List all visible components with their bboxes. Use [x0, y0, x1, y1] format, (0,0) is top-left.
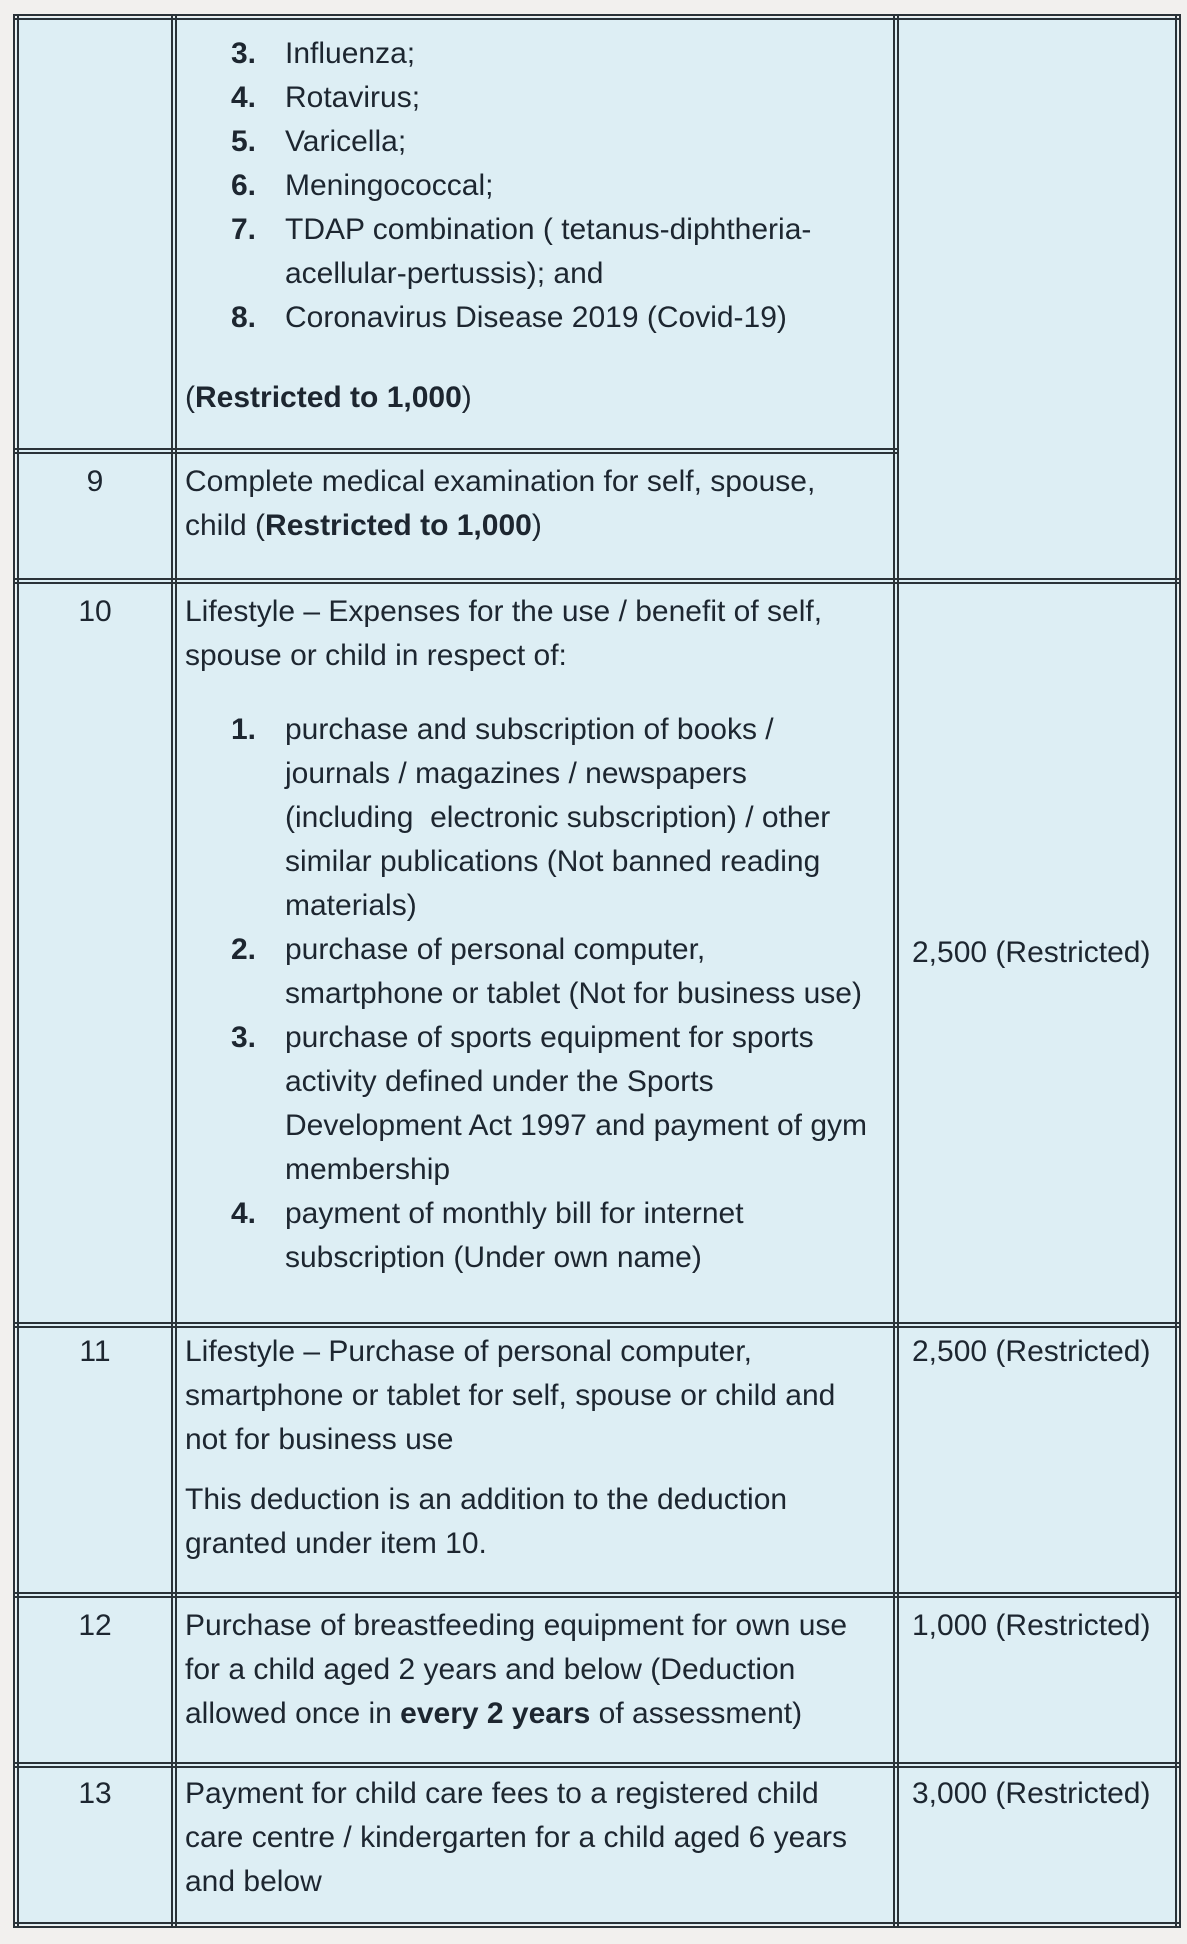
- description-text: for a child aged 2 years and below (Deduction: [185, 1653, 796, 1686]
- list-item-text: purchase of sports equipment for sports: [285, 1021, 814, 1054]
- item-number-cell: [16, 1595, 174, 1765]
- amount-text: 2,500 (Restricted): [912, 1335, 1151, 1368]
- description-text: not for business use: [185, 1423, 454, 1456]
- description-text: and below: [185, 1865, 322, 1898]
- tax-relief-table: [13, 14, 1181, 1928]
- amount-cell: [896, 1765, 1178, 1925]
- amount-text: 1,000 (Restricted): [912, 1609, 1151, 1642]
- list-item-text: Development Act 1997 and payment of gym: [285, 1109, 868, 1142]
- vaccine-list: [185, 32, 889, 340]
- item-number-cell: [16, 1325, 174, 1595]
- list-item-text: purchase of personal computer,: [285, 933, 706, 966]
- amount-text: 2,500 (Restricted): [912, 936, 1151, 969]
- description-cell: [174, 17, 896, 451]
- item-number-cell: [16, 581, 174, 1325]
- list-item-text: membership: [285, 1153, 451, 1186]
- list-item-number: 3.: [231, 1021, 257, 1054]
- restriction-note: (Restricted to 1,000): [185, 381, 472, 414]
- list-item-text: materials): [285, 889, 417, 922]
- description-paragraph: [185, 1478, 889, 1566]
- list-item-text: activity defined under the Sports: [285, 1065, 714, 1098]
- list-item-text: Influenza;: [285, 37, 416, 70]
- list-item-number: 1.: [231, 713, 257, 746]
- list-item-text: purchase and subscription of books /: [285, 713, 774, 746]
- table-row-13: [16, 1765, 1178, 1925]
- list-item-text: smartphone or tablet (Not for business use): [285, 977, 862, 1010]
- item-number: 13: [78, 1777, 112, 1810]
- item-number: 11: [79, 1335, 111, 1368]
- description-cell: [174, 451, 896, 581]
- description-text: Purchase of breastfeeding equipment for own use: [185, 1609, 848, 1642]
- list-item: [185, 164, 889, 208]
- amount-cell: [896, 1325, 1178, 1595]
- list-item-number: 8.: [231, 301, 257, 334]
- description-cell: [174, 1325, 896, 1595]
- amount-cell: [896, 1595, 1178, 1765]
- list-item: [185, 1192, 889, 1280]
- list-item-text: Meningococcal;: [285, 169, 494, 202]
- list-item-text: Varicella;: [285, 125, 407, 158]
- list-item-text: acellular-pertussis); and: [285, 257, 604, 290]
- list-item-number: 5.: [231, 125, 257, 158]
- list-item-text: payment of monthly bill for internet: [285, 1197, 744, 1230]
- item-number: 12: [78, 1609, 112, 1642]
- item-number: 10: [78, 595, 112, 628]
- list-item-number: 2.: [231, 933, 257, 966]
- description-text: Payment for child care fees to a registered child: [185, 1777, 819, 1810]
- item-number-cell: [16, 17, 174, 451]
- list-item-number: 4.: [231, 1197, 257, 1230]
- list-item: [185, 296, 889, 340]
- list-item-text: Rotavirus;: [285, 81, 421, 114]
- list-item: [185, 708, 889, 928]
- description-cell: [174, 581, 896, 1325]
- description-cell: [174, 1765, 896, 1925]
- description-text: spouse or child in respect of:: [185, 639, 567, 672]
- list-item-number: 6.: [231, 169, 257, 202]
- list-item: [185, 928, 889, 1016]
- description-text: Lifestyle – Purchase of personal computer,: [185, 1335, 752, 1368]
- description-cell: [174, 1595, 896, 1765]
- description-text: allowed once in every 2 years of assessment): [185, 1697, 803, 1730]
- table-row-11: [16, 1325, 1178, 1595]
- description-text: This deduction is an addition to the deduction: [185, 1483, 788, 1516]
- lifestyle-list: [185, 708, 889, 1280]
- table-row-continued: [16, 17, 1178, 451]
- list-item-number: 3.: [231, 37, 257, 70]
- table-row-10: [16, 581, 1178, 1325]
- list-item-text: TDAP combination ( tetanus-diphtheria-: [285, 213, 812, 246]
- description-text: smartphone or tablet for self, spouse or child and: [185, 1379, 836, 1412]
- list-item: [185, 120, 889, 164]
- list-item-text: journals / magazines / newspapers: [285, 757, 747, 790]
- list-item-text: subscription (Under own name): [285, 1241, 702, 1274]
- list-item-text: (including electronic subscription) / other: [285, 801, 831, 834]
- list-item-text: Coronavirus Disease 2019 (Covid-19): [285, 301, 787, 334]
- list-item: [185, 1016, 889, 1192]
- description-text: granted under item 10.: [185, 1527, 487, 1560]
- list-item-number: 4.: [231, 81, 257, 114]
- list-item: [185, 32, 889, 76]
- item-number-cell: [16, 451, 174, 581]
- description-text: Complete medical examination for self, spouse,: [185, 465, 816, 498]
- description-text: care centre / kindergarten for a child aged 6 years: [185, 1821, 848, 1854]
- description-text: child (Restricted to 1,000): [185, 509, 542, 542]
- table-row-12: [16, 1595, 1178, 1765]
- description-text: Lifestyle – Expenses for the use / benefit of self,: [185, 595, 823, 628]
- amount-cell-empty: [896, 17, 1178, 581]
- amount-text: 3,000 (Restricted): [912, 1777, 1151, 1810]
- list-item: [185, 208, 889, 296]
- amount-cell: [896, 581, 1178, 1325]
- list-item-text: similar publications (Not banned reading: [285, 845, 821, 878]
- list-item: [185, 76, 889, 120]
- item-number: 9: [86, 465, 104, 498]
- list-item-number: 7.: [231, 213, 257, 246]
- item-number-cell: [16, 1765, 174, 1925]
